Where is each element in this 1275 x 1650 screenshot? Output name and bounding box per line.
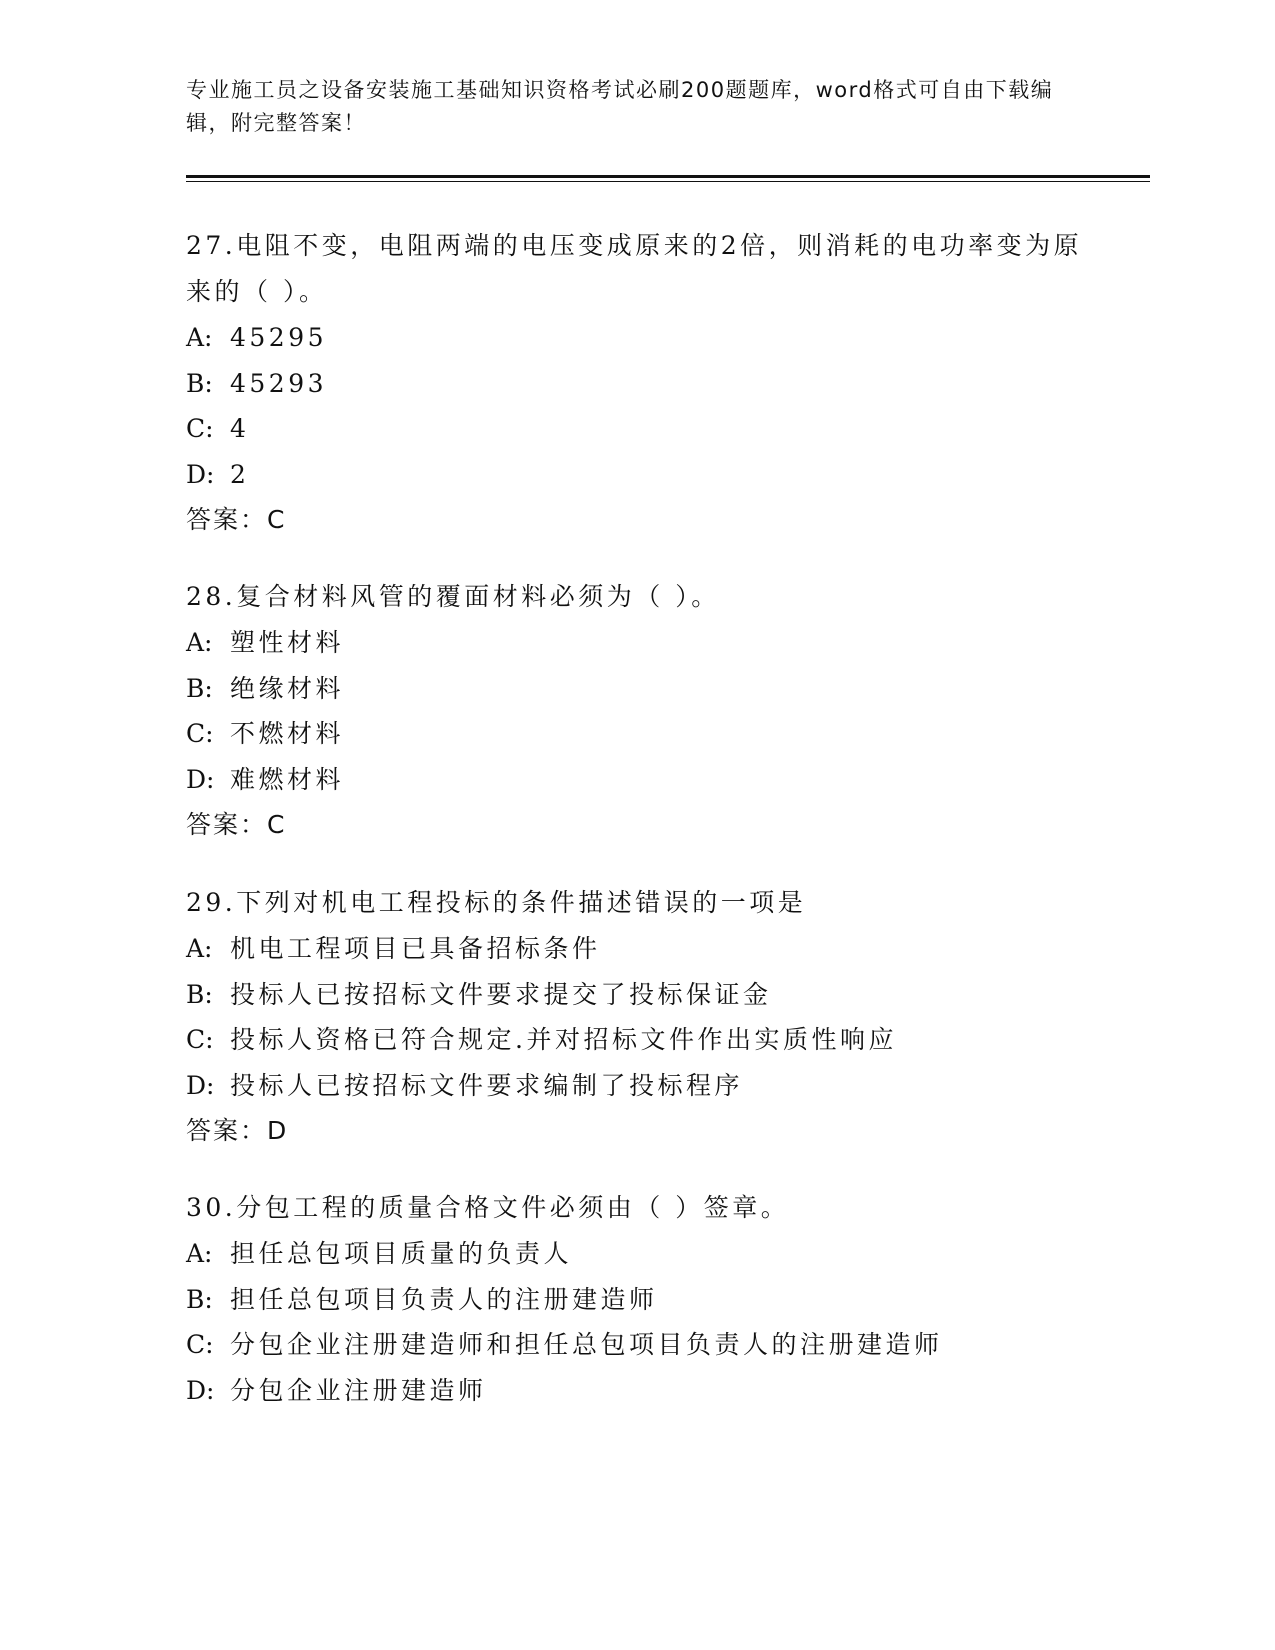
option-letter: C: <box>186 414 214 443</box>
option-b <box>186 361 1086 407</box>
option-letter: B: <box>186 368 213 398</box>
question-28 <box>186 574 1086 848</box>
question-29 <box>186 880 1086 1154</box>
option-text: 投标人资格已符合规定.并对招标文件作出实质性响应 <box>230 1025 897 1054</box>
option-text: 担任总包项目质量的负责人 <box>230 1239 573 1268</box>
document-header-title: 专业施工员之设备安装施工基础知识资格考试必刷200题题库，word格式可自由下载编辑，附完整答案！ <box>186 78 1054 135</box>
option-a <box>186 1231 1086 1277</box>
option-letter: D: <box>186 459 215 489</box>
option-text: 2 <box>230 459 250 489</box>
option-text: 分包企业注册建造师 <box>230 1375 487 1405</box>
question-30 <box>186 1185 1086 1413</box>
option-b <box>186 666 1086 712</box>
option-d <box>186 1063 1086 1109</box>
option-letter: C: <box>186 1330 214 1359</box>
question-stem: 30.分包工程的质量合格文件必须由（ ）签章。 <box>186 1193 790 1222</box>
header-divider-thin <box>186 181 1150 182</box>
option-d <box>186 452 1086 498</box>
option-letter: D: <box>186 1070 215 1100</box>
option-a <box>186 926 1086 972</box>
option-letter: A: <box>186 934 213 963</box>
answer-line: 答案：C <box>186 505 287 534</box>
option-b <box>186 1277 1086 1323</box>
option-text: 不燃材料 <box>230 719 345 748</box>
option-letter: D: <box>186 1375 215 1405</box>
answer-line: 答案：C <box>186 810 287 839</box>
option-c <box>186 711 1086 757</box>
question-stem: 27.电阻不变，电阻两端的电压变成原来的2倍，则消耗的电功率变为原来的（ ）。 <box>186 231 1083 306</box>
option-text: 机电工程项目已具备招标条件 <box>230 934 601 963</box>
option-letter: B: <box>186 979 213 1009</box>
option-c <box>186 406 1086 452</box>
option-text: 绝缘材料 <box>230 673 345 703</box>
answer-line: 答案：D <box>186 1116 289 1145</box>
option-letter: B: <box>186 1284 213 1314</box>
option-d <box>186 757 1086 803</box>
option-text: 45293 <box>230 368 328 398</box>
question-stem: 28.复合材料风管的覆面材料必须为（ ）。 <box>186 582 720 611</box>
option-a <box>186 315 1086 361</box>
option-letter: D: <box>186 764 215 794</box>
option-d <box>186 1368 1086 1414</box>
option-text: 45295 <box>230 323 328 352</box>
option-text: 4 <box>230 414 250 443</box>
option-letter: A: <box>186 628 213 657</box>
option-text: 塑性材料 <box>230 628 345 657</box>
option-text: 投标人已按招标文件要求提交了投标保证金 <box>230 979 772 1009</box>
question-stem: 29.下列对机电工程投标的条件描述错误的一项是 <box>186 888 807 917</box>
option-letter: C: <box>186 719 214 748</box>
option-text: 担任总包项目负责人的注册建造师 <box>230 1284 658 1314</box>
option-text: 投标人已按招标文件要求编制了投标程序 <box>230 1070 744 1100</box>
option-letter: B: <box>186 673 213 703</box>
option-a <box>186 620 1086 666</box>
question-27 <box>186 223 1086 543</box>
option-c <box>186 1017 1086 1063</box>
option-text: 难燃材料 <box>230 764 345 794</box>
option-c <box>186 1322 1086 1368</box>
option-letter: C: <box>186 1025 214 1054</box>
option-letter: A: <box>186 1239 213 1268</box>
option-letter: A: <box>186 323 213 352</box>
option-text: 分包企业注册建造师和担任总包项目负责人的注册建造师 <box>230 1330 943 1359</box>
option-b <box>186 972 1086 1018</box>
header-divider-thick <box>186 175 1150 178</box>
